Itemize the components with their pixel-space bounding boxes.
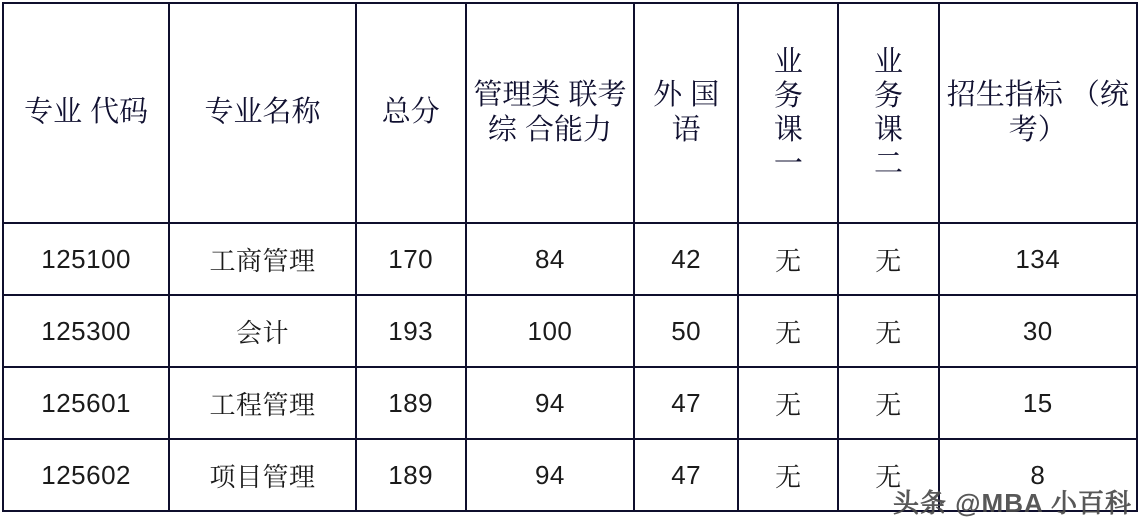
cell-major-code: 125100 — [3, 223, 169, 295]
cell-enrollment-quota: 15 — [939, 367, 1137, 439]
header-line: 管理类 — [473, 78, 561, 111]
cell-total-score: 189 — [356, 439, 466, 511]
header-line: 课 — [773, 114, 803, 146]
header-line: （统考） — [1008, 78, 1129, 146]
table-row — [3, 295, 1137, 367]
cell-total-score: 170 — [356, 223, 466, 295]
table-row — [3, 367, 1137, 439]
cell-enrollment-quota: 8 — [939, 439, 1137, 511]
cell-foreign-language: 47 — [634, 439, 738, 511]
cell-management-comprehensive: 94 — [466, 367, 634, 439]
watermark-text: 头条 @MBA 小百科 — [892, 488, 1132, 518]
cell-management-comprehensive: 100 — [466, 295, 634, 367]
header-line: 总分 — [381, 96, 440, 129]
cell-subject-two: 无 — [838, 223, 938, 295]
cell-subject-two: 无 — [838, 439, 938, 511]
cell-enrollment-quota: 30 — [939, 295, 1137, 367]
header-line: 业 — [874, 45, 904, 78]
header-management-comprehensive — [466, 3, 634, 223]
header-subject-two — [838, 3, 938, 223]
header-row — [3, 3, 1137, 223]
header-line: 国 — [690, 78, 720, 111]
cell-major-code: 125300 — [3, 295, 169, 367]
header-subject-one — [738, 3, 838, 223]
header-line: 业 — [773, 45, 803, 78]
header-total-score — [356, 3, 466, 223]
cell-major-name: 会计 — [169, 295, 355, 367]
header-line: 务 — [874, 79, 904, 112]
table-header — [3, 3, 1137, 223]
header-major-name — [169, 3, 355, 223]
header-line: 专业 — [24, 96, 83, 129]
header-major-code — [3, 3, 169, 223]
header-line: 联考综 — [487, 78, 627, 146]
cell-enrollment-quota: 134 — [939, 223, 1137, 295]
cell-major-code: 125601 — [3, 367, 169, 439]
cell-subject-one: 无 — [738, 439, 838, 511]
cell-subject-two: 无 — [838, 367, 938, 439]
header-line: 务 — [773, 79, 803, 112]
header-line: 合能力 — [524, 114, 612, 146]
header-line: 一 — [773, 148, 803, 181]
cell-foreign-language: 47 — [634, 367, 738, 439]
cell-total-score: 189 — [356, 367, 466, 439]
cell-major-name: 工商管理 — [169, 223, 355, 295]
cell-subject-one: 无 — [738, 223, 838, 295]
cell-management-comprehensive: 84 — [466, 223, 634, 295]
header-enrollment-quota — [939, 3, 1137, 223]
table-body — [3, 223, 1137, 511]
cell-foreign-language: 50 — [634, 295, 738, 367]
header-line: 课 — [874, 114, 904, 146]
cell-subject-two: 无 — [838, 295, 938, 367]
cell-major-code: 125602 — [3, 439, 169, 511]
cell-foreign-language: 42 — [634, 223, 738, 295]
table-row — [3, 223, 1137, 295]
header-foreign-language — [634, 3, 738, 223]
cell-subject-one: 无 — [738, 295, 838, 367]
cell-total-score: 193 — [356, 295, 466, 367]
header-line: 语 — [671, 114, 701, 146]
header-line: 外 — [653, 78, 683, 111]
score-line-table — [2, 2, 1138, 512]
header-line: 专业名称 — [204, 96, 321, 129]
cell-management-comprehensive: 94 — [466, 439, 634, 511]
cell-major-name: 工程管理 — [169, 367, 355, 439]
cell-major-name: 项目管理 — [169, 439, 355, 511]
header-line: 代码 — [90, 96, 149, 129]
header-line: 二 — [874, 148, 904, 181]
header-line: 招生指标 — [946, 78, 1063, 111]
cell-subject-one: 无 — [738, 367, 838, 439]
